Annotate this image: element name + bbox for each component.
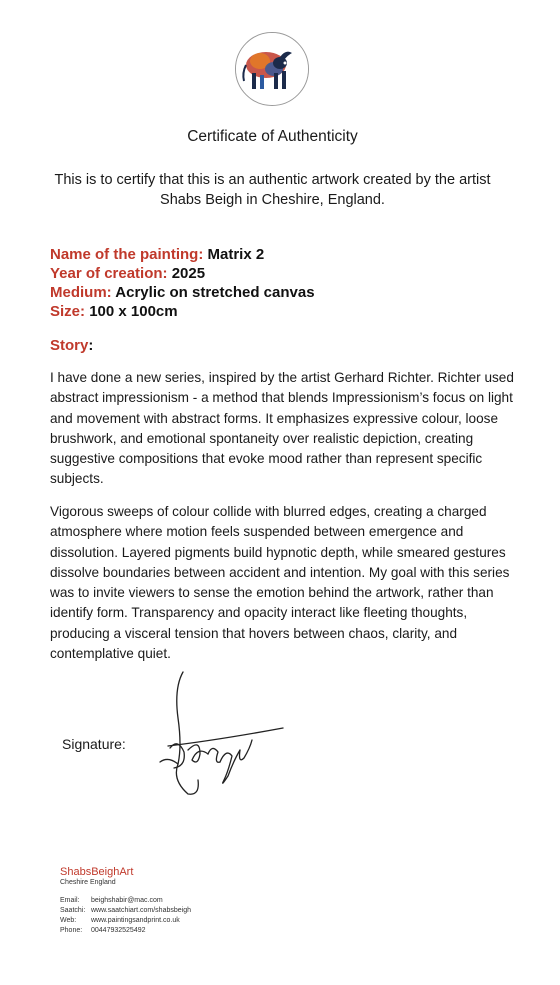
handwritten-signature xyxy=(148,668,288,800)
contact-saatchi: Saatchi: www.saatchiart.com/shabsbeigh xyxy=(60,907,191,914)
footer-location: Cheshire England xyxy=(60,879,116,886)
signature-label: Signature: xyxy=(62,736,126,752)
certificate-intro xyxy=(40,170,505,210)
story-paragraph-1: I have done a new series, inspired by the artist Gerhard Richter. Richter used abstract impressionism - a method that blends Impressionism’s focus on light and movement with abstract forms. It emphasizes expressive colour, loose brushwork, and emotional spontaneity over realistic depiction, creating suggestive compositions that evoke mood rather than represent specific subjects. xyxy=(50,370,514,487)
bull-logo-icon xyxy=(235,32,309,106)
intro-line-2: Shabs Beigh in Cheshire, England. xyxy=(160,192,385,208)
contact-web: Web: www.paintingsandprint.co.uk xyxy=(60,917,180,924)
contact-email: Email: beighshabir@mac.com xyxy=(60,897,163,904)
artwork-details xyxy=(50,245,510,321)
certificate-title: Certificate of Authenticity xyxy=(187,128,358,145)
story-heading: Story: xyxy=(50,337,94,354)
detail-medium: Medium: Acrylic on stretched canvas xyxy=(50,284,315,301)
contact-footer xyxy=(60,866,191,936)
story-paragraph-2: Vigorous sweeps of colour collide with blurred edges, creating a charged atmosphere where motion feels suspended between emergence and dissolution. Layered pigments build hypnotic depth, while smeared gestures dissolve boundaries between accident and intention. My goal with this series was to invite viewers to sense the emotion behind the artwork, rather than identify form. Transparency and opacity interact like fleeting thoughts, producing a visceral tension that hovers between chaos, clarity, and contemplative quiet. xyxy=(50,504,510,662)
intro-line-1: This is to certify that this is an authentic artwork created by the artist xyxy=(54,172,491,188)
detail-painting-name: Name of the painting: Matrix 2 xyxy=(50,246,265,263)
detail-year: Year of creation: 2025 xyxy=(50,265,206,282)
footer-brand: ShabsBeighArt xyxy=(60,866,134,878)
detail-size: Size: 100 x 100cm xyxy=(50,303,178,320)
contact-phone: Phone: 00447932525492 xyxy=(60,927,146,934)
